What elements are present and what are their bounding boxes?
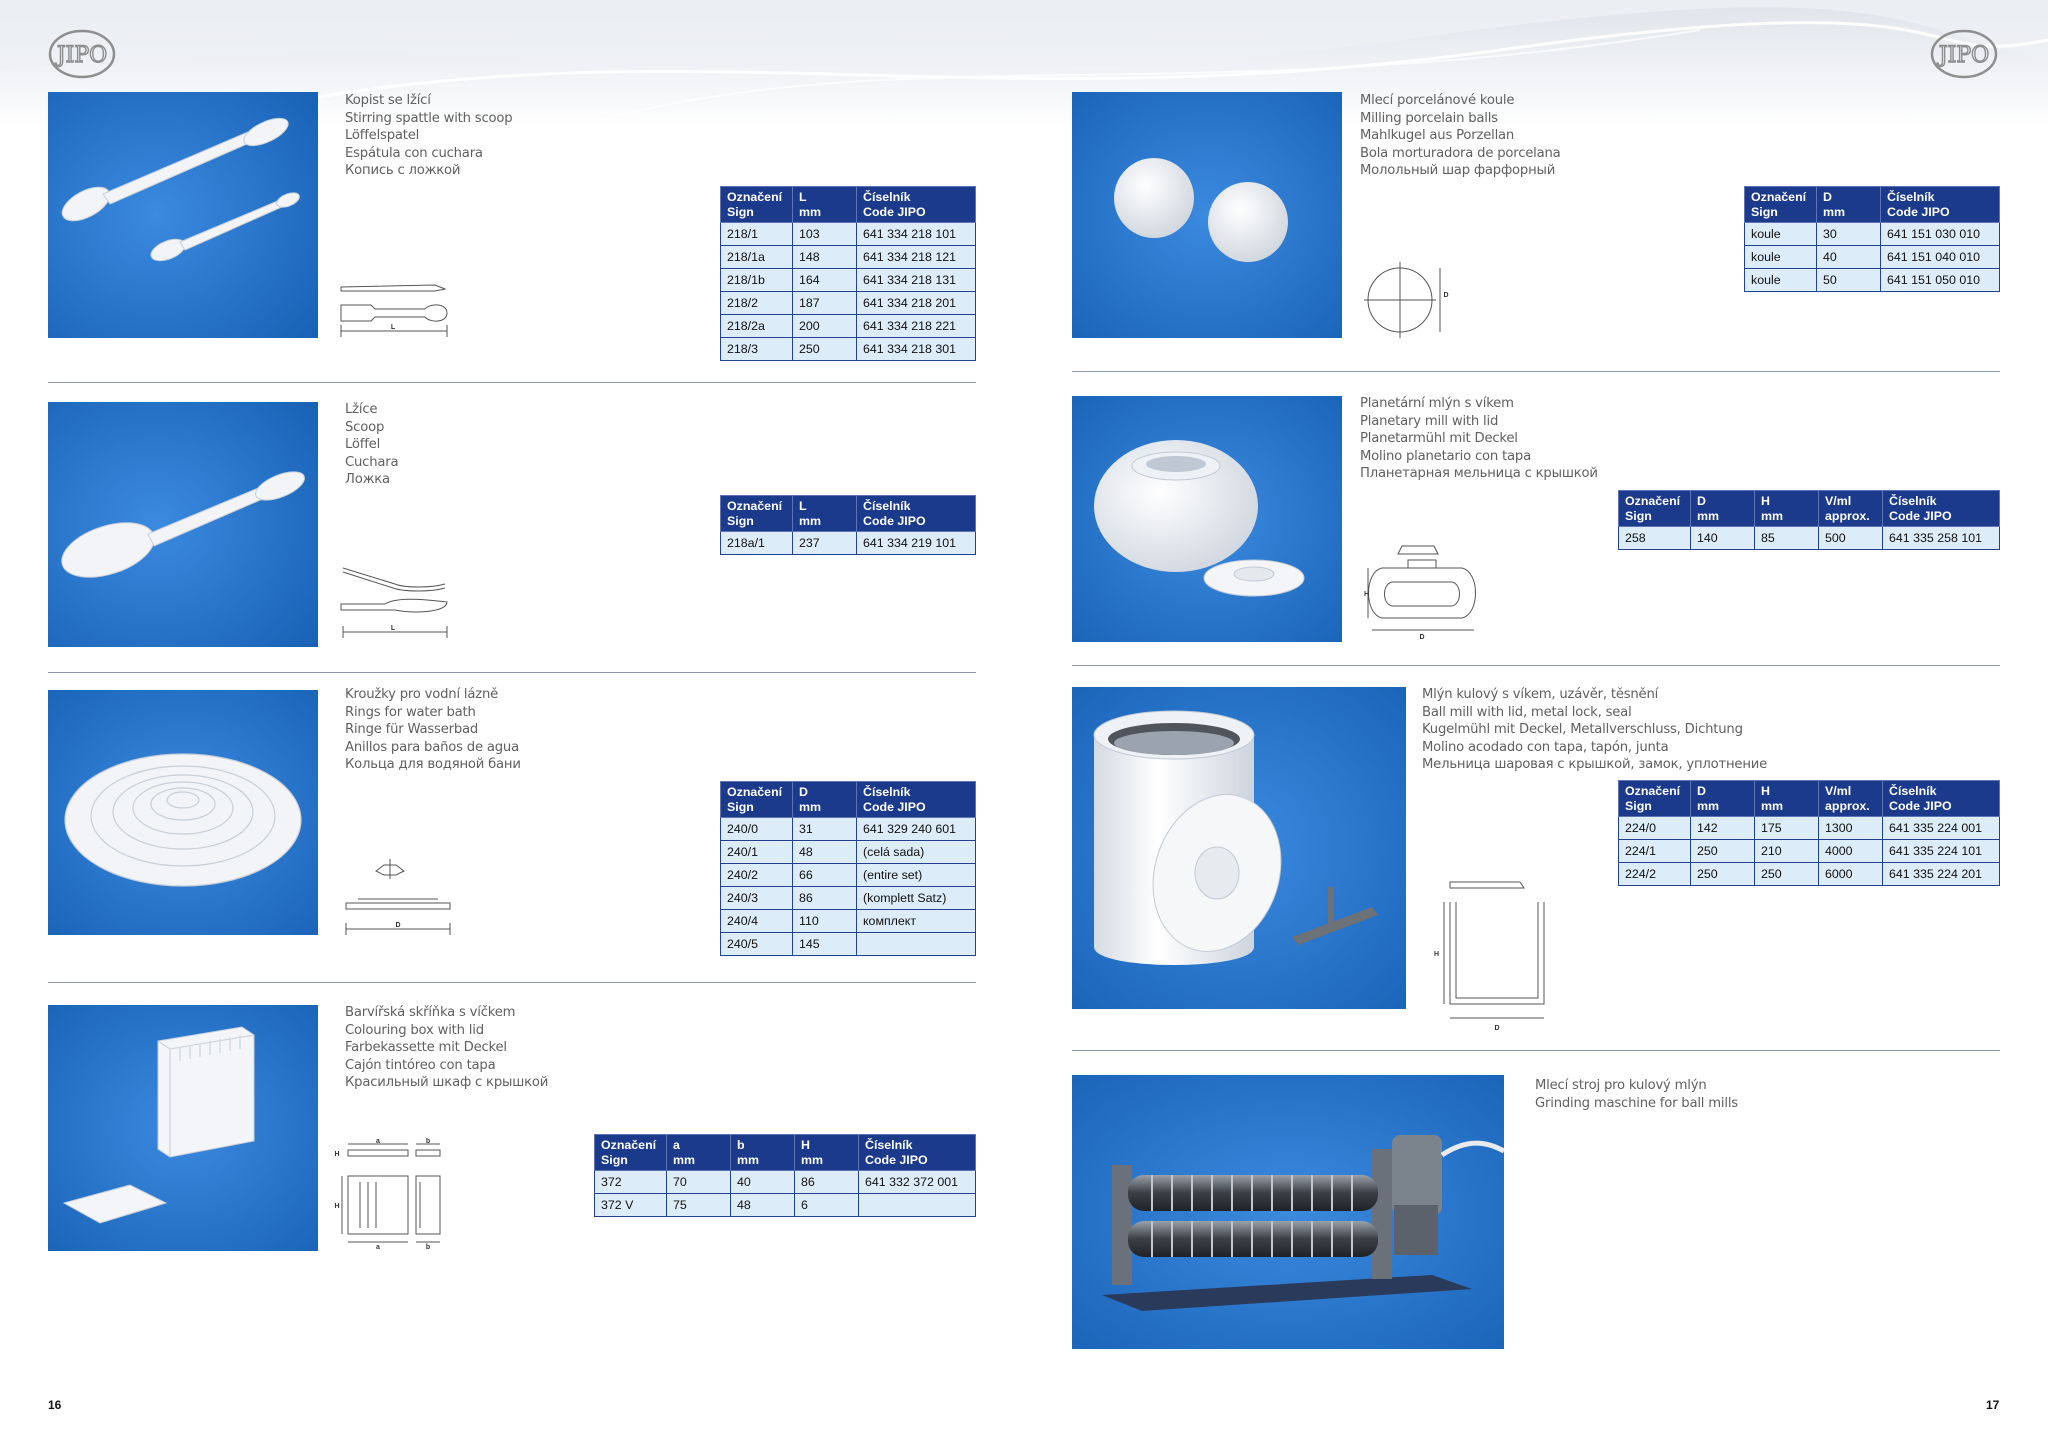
table-row: 218/3 250 641 334 218 301 — [721, 338, 976, 361]
desc-line: Ложка — [345, 472, 390, 488]
table-row: 372 V 75 48 6 — [595, 1194, 976, 1217]
column-header: V/ml approx. — [1819, 781, 1883, 817]
column-header: D mm — [793, 782, 857, 818]
section-divider — [1072, 665, 2000, 666]
dimension-label: L — [390, 324, 396, 331]
dimension-label: b — [425, 1244, 431, 1250]
table-row: 240/0 31 641 329 240 601 — [721, 818, 976, 841]
column-header: Označení Sign — [721, 782, 793, 818]
desc-line: Molino planetario con tapa — [1360, 448, 1531, 464]
desc-line: Kopist se lžící — [345, 93, 431, 108]
desc-line: Molino acodado con tapa, tapón, junta — [1422, 739, 1669, 755]
desc-line: Planetarmühl mit Deckel — [1360, 431, 1518, 447]
desc-line: Kugelmühl mit Deckel, Metallverschluss, Dichtung — [1422, 722, 1743, 738]
logo-text: JIPO — [56, 43, 108, 68]
column-header: L mm — [793, 187, 857, 223]
planetary-mill-table — [1618, 490, 2000, 550]
desc-line: Colouring box with lid — [345, 1022, 484, 1038]
desc-line: Мельница шаровая с крышкой, замок, уплотнение — [1422, 757, 1768, 773]
jipo-logo — [1930, 28, 1998, 80]
stirring-spattle-table — [720, 186, 976, 361]
page-number-left: 16 — [48, 1398, 62, 1412]
column-header: Označení Sign — [721, 187, 793, 223]
table-row: 218/2 187 641 334 218 201 — [721, 292, 976, 315]
desc-line: Ringe für Wasserbad — [345, 722, 479, 738]
column-header: b mm — [731, 1135, 795, 1171]
desc-line: Кольца для водяной бани — [345, 757, 521, 773]
desc-line: Молольный шар фарфорный — [1360, 163, 1556, 179]
dimension-label: H — [1364, 591, 1370, 598]
column-header: Označení Sign — [1619, 781, 1691, 817]
colouring-box-description — [345, 1004, 548, 1092]
column-header: Označení Sign — [721, 496, 793, 532]
desc-line: Ball mill with lid, metal lock, seal — [1422, 704, 1632, 720]
table-row: 240/2 66 (entire set) — [721, 864, 976, 887]
table-row: 372 70 40 86 641 332 372 001 — [595, 1171, 976, 1194]
table-row: 224/1 250 210 4000 641 335 224 101 — [1619, 840, 2000, 863]
desc-line: Mlecí stroj pro kulový mlýn — [1535, 1078, 1707, 1093]
column-header: H mm — [795, 1135, 859, 1171]
section-divider — [48, 382, 976, 383]
table-row: 218/1a 148 641 334 218 121 — [721, 246, 976, 269]
desc-line: Копись с ложкой — [345, 163, 461, 179]
column-header: Označení Sign — [595, 1135, 667, 1171]
desc-line: Mlýn kulový s víkem, uzávěr, těsnění — [1422, 687, 1659, 702]
table-row: 218/1b 164 641 334 218 131 — [721, 269, 976, 292]
desc-line: Mahlkugel aus Porzellan — [1360, 128, 1515, 144]
dimension-label: a — [376, 1244, 380, 1250]
rings-photo — [48, 690, 318, 935]
desc-line: Kroužky pro vodní lázně — [345, 687, 499, 702]
table-row: 240/3 86 (komplett Satz) — [721, 887, 976, 910]
page-number-right: 17 — [1986, 1398, 2000, 1412]
table-row: 240/1 48 (celá sada) — [721, 841, 976, 864]
desc-line: Löffel — [345, 437, 381, 453]
desc-line: Lžíce — [345, 402, 378, 417]
scoop-table — [720, 495, 976, 555]
column-header: Číselník Code JIPO — [1881, 187, 2000, 223]
desc-line: Barvířská skříňka s víčkem — [345, 1005, 516, 1020]
section-divider — [1072, 371, 2000, 372]
table-row: 240/4 110 комплект — [721, 910, 976, 933]
milling-balls-table — [1744, 186, 2000, 292]
ball-mill-photo — [1072, 687, 1406, 1009]
desc-line: Mlecí porcelánové koule — [1360, 93, 1515, 108]
desc-line: Bola morturadora de porcelana — [1360, 145, 1561, 161]
column-header: D mm — [1691, 491, 1755, 527]
table-row: 224/2 250 250 6000 641 335 224 201 — [1619, 863, 2000, 886]
column-header: Číselník Code JIPO — [857, 187, 976, 223]
column-header: Číselník Code JIPO — [1883, 781, 2000, 817]
column-header: H mm — [1755, 491, 1819, 527]
dimension-label: H — [334, 1151, 340, 1158]
grinding-machine-photo — [1072, 1075, 1504, 1349]
table-row: 218/1 103 641 334 218 101 — [721, 223, 976, 246]
section-divider — [48, 982, 976, 983]
ball-mill-table — [1618, 780, 2000, 886]
logo-text: JIPO — [1938, 43, 1990, 68]
desc-line: Farbekassette mit Deckel — [345, 1040, 507, 1056]
table-row: 218/2a 200 641 334 218 221 — [721, 315, 976, 338]
table-row: 224/0 142 175 1300 641 335 224 001 — [1619, 817, 2000, 840]
colouring-box-table — [594, 1134, 976, 1217]
desc-line: Planetary mill with lid — [1360, 413, 1499, 429]
column-header: D mm — [1817, 187, 1881, 223]
table-row: 240/5 145 — [721, 933, 976, 956]
column-header: Číselník Code JIPO — [1883, 491, 2000, 527]
desc-line: Cuchara — [345, 454, 399, 470]
desc-line: Anillos para baños de agua — [345, 739, 519, 755]
column-header: H mm — [1755, 781, 1819, 817]
dimension-label: a — [376, 1138, 380, 1145]
desc-line: Grinding maschine for ball mills — [1535, 1095, 1738, 1111]
rings-description — [345, 686, 521, 774]
rings-drawing — [340, 855, 460, 940]
table-row: 218a/1 237 641 334 219 101 — [721, 532, 976, 555]
column-header: Číselník Code JIPO — [857, 782, 976, 818]
column-header: D mm — [1691, 781, 1755, 817]
dimension-label: H — [1434, 951, 1440, 958]
desc-line: Planetární mlýn s víkem — [1360, 396, 1514, 411]
rings-table — [720, 781, 976, 956]
colouring-box-drawing — [330, 1138, 460, 1250]
ball-mill-drawing — [1420, 874, 1550, 1036]
column-header: Označení Sign — [1619, 491, 1691, 527]
stirring-spattle-drawing — [335, 275, 455, 341]
milling-balls-photo — [1072, 92, 1342, 338]
table-row: koule 40 641 151 040 010 — [1745, 246, 2000, 269]
stirring-spattle-description — [345, 92, 512, 180]
milling-balls-drawing — [1362, 258, 1452, 342]
table-row: koule 50 641 151 050 010 — [1745, 269, 2000, 292]
desc-line: Cajón tintóreo con tapa — [345, 1057, 496, 1073]
desc-line: Milling porcelain balls — [1360, 110, 1498, 126]
desc-line: Scoop — [345, 419, 385, 435]
desc-line: Красильный шкаф с крышкой — [345, 1075, 549, 1091]
stirring-spattle-photo — [48, 92, 318, 338]
planetary-mill-drawing — [1362, 538, 1492, 642]
planetary-mill-photo — [1072, 396, 1342, 642]
table-row: 258 140 85 500 641 335 258 101 — [1619, 527, 2000, 550]
desc-line: Espátula con cuchara — [345, 145, 483, 161]
column-header: Číselník Code JIPO — [859, 1135, 976, 1171]
dimension-label: H — [334, 1203, 340, 1210]
grinding-machine-description — [1535, 1077, 1738, 1112]
planetary-mill-description — [1360, 395, 1598, 483]
column-header: V/ml approx. — [1819, 491, 1883, 527]
column-header: a mm — [667, 1135, 731, 1171]
scoop-description — [345, 401, 398, 489]
section-divider — [48, 672, 976, 673]
colouring-box-photo — [48, 1005, 318, 1251]
dimension-label: D — [1494, 1025, 1500, 1032]
table-row: koule 30 641 151 030 010 — [1745, 223, 2000, 246]
dimension-label: b — [425, 1138, 431, 1145]
column-header: L mm — [793, 496, 857, 532]
dimension-label: D — [1419, 634, 1425, 641]
dimension-label: D — [1443, 292, 1449, 299]
desc-line: Stirring spattle with scoop — [345, 110, 513, 126]
scoop-drawing — [335, 562, 455, 647]
milling-balls-description — [1360, 92, 1561, 180]
desc-line: Rings for water bath — [345, 704, 476, 720]
column-header: Číselník Code JIPO — [857, 496, 976, 532]
jipo-logo — [48, 28, 116, 80]
section-divider — [1072, 1050, 2000, 1051]
dimension-label: L — [390, 625, 396, 632]
column-header: Označení Sign — [1745, 187, 1817, 223]
dimension-label: D — [395, 922, 401, 929]
desc-line: Löffelspatel — [345, 128, 420, 144]
ball-mill-description — [1422, 686, 1767, 774]
desc-line: Планетарная мельница с крышкой — [1360, 466, 1598, 482]
scoop-photo — [48, 402, 318, 647]
